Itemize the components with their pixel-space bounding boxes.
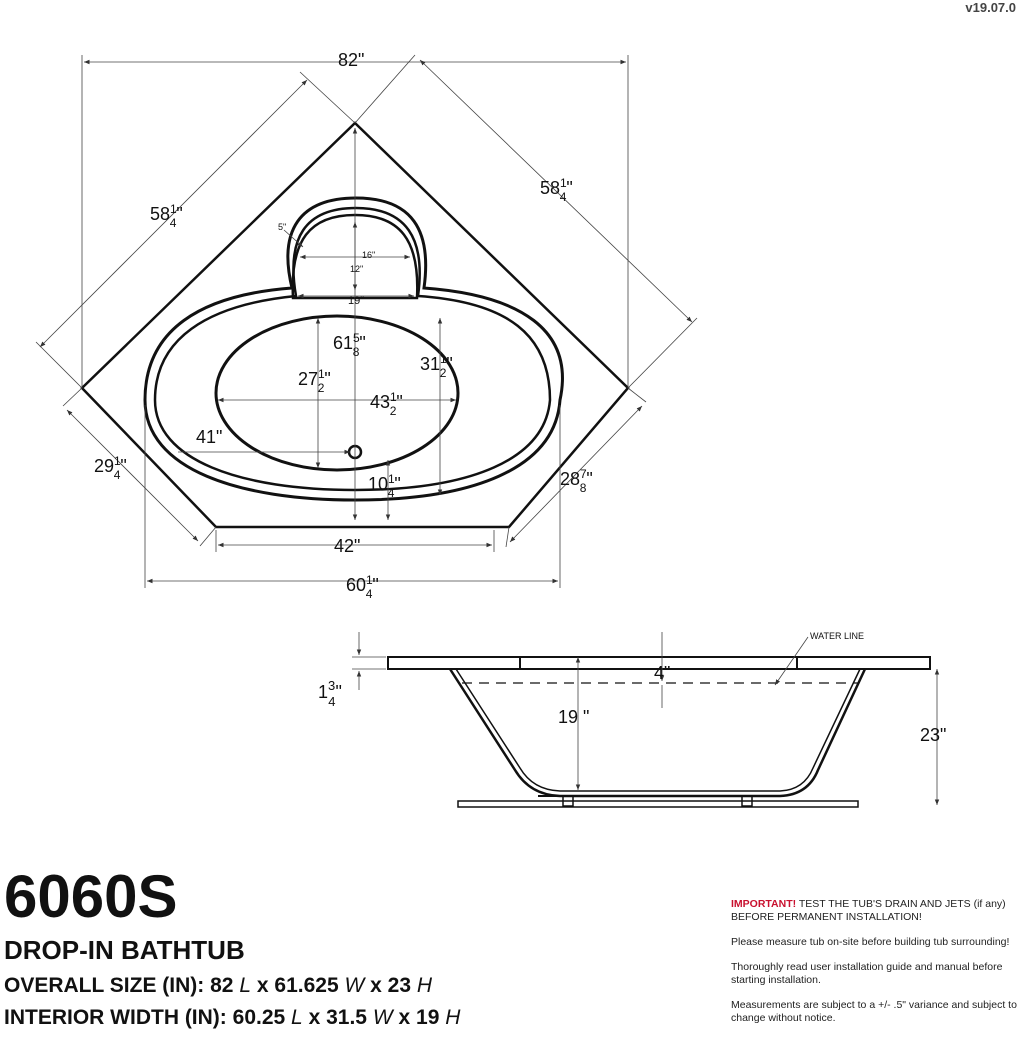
important-note (731, 898, 1021, 924)
unit-length: L (239, 974, 252, 997)
dim-well-length: $43^1$ 2" (370, 390, 403, 418)
note-measure: Please measure tub on-site before building tub surrounding! (731, 936, 1010, 948)
dim-water-gap: 4" (654, 663, 671, 683)
note-read-guide: Thoroughly read user installation guide and manual before starting installation. (731, 961, 1003, 986)
important-label: IMPORTANT! (731, 898, 797, 910)
version-label: v19.07.0 (965, 0, 1016, 15)
interior-length: 60.25 (232, 1006, 286, 1029)
important-text: TEST THE TUB'S DRAIN AND JETS (if any) BEFORE PERMANENT INSTALLATION! (731, 898, 1006, 923)
interior-size-label: INTERIOR WIDTH (IN): (4, 1006, 227, 1029)
dim-drain-offset: 41" (196, 427, 223, 447)
dim-headrest-width-bottom: 19" (348, 295, 365, 307)
dim-headrest-width-top: 16" (362, 250, 376, 260)
dim-total-height: 23" (920, 725, 947, 745)
installation-notes (731, 898, 1021, 1037)
dim-headrest-depth: 12" (350, 264, 364, 274)
interior-height: 19 (416, 1006, 440, 1029)
product-type: DROP-IN BATHTUB (4, 935, 245, 965)
unit-width: W (344, 974, 365, 997)
times-sign: x (308, 1006, 321, 1029)
dim-angle-right: $28^7$ 8" (560, 467, 593, 495)
overall-size-label: OVERALL SIZE (IN): (4, 974, 205, 997)
side-view-labels (318, 631, 946, 745)
times-sign: x (256, 974, 269, 997)
overall-size-line (4, 974, 432, 998)
dim-overall-width: 82" (338, 50, 365, 70)
unit-width: W (372, 1006, 393, 1029)
overall-height: 23 (387, 974, 412, 997)
unit-height: H (445, 1006, 461, 1029)
dim-side-left: $58^1$ 4" (150, 202, 183, 230)
unit-height: H (416, 974, 433, 997)
dim-well-depth: $31^1$ 2" (420, 352, 453, 380)
overall-width: 61.625 (274, 974, 339, 997)
dim-interior-length: $61^5$ 8" (333, 331, 366, 359)
water-line-label: WATER LINE (810, 631, 865, 641)
tub-body (450, 669, 865, 796)
unit-length: L (291, 1006, 303, 1029)
dim-rim-thickness: $1^3$ 4" (318, 678, 342, 709)
times-sign: x (398, 1006, 411, 1029)
dim-front-width: $60^1$ 4" (346, 573, 379, 601)
interior-width: 31.5 (326, 1006, 367, 1029)
dim-front-edge: 42" (334, 536, 361, 556)
dim-drain-front: $10^1$ 4" (368, 472, 401, 500)
dim-water-depth: 19 " (558, 707, 590, 727)
dim-headrest-radius: 5" (278, 222, 287, 232)
overall-length: 82 (210, 974, 234, 997)
dim-well-half-width: $27^1$ 2" (298, 367, 331, 395)
dim-angle-left: $29^1$ 4" (94, 454, 127, 482)
model-number: 6060S (4, 863, 178, 930)
dim-side-right: $58^1$ 4" (540, 176, 573, 204)
times-sign: x (370, 974, 382, 997)
note-variance: Measurements are subject to a +/- .5" variance and subject to change without notice. (731, 999, 1017, 1024)
tub-base (458, 801, 858, 807)
interior-size-line (4, 1006, 460, 1030)
